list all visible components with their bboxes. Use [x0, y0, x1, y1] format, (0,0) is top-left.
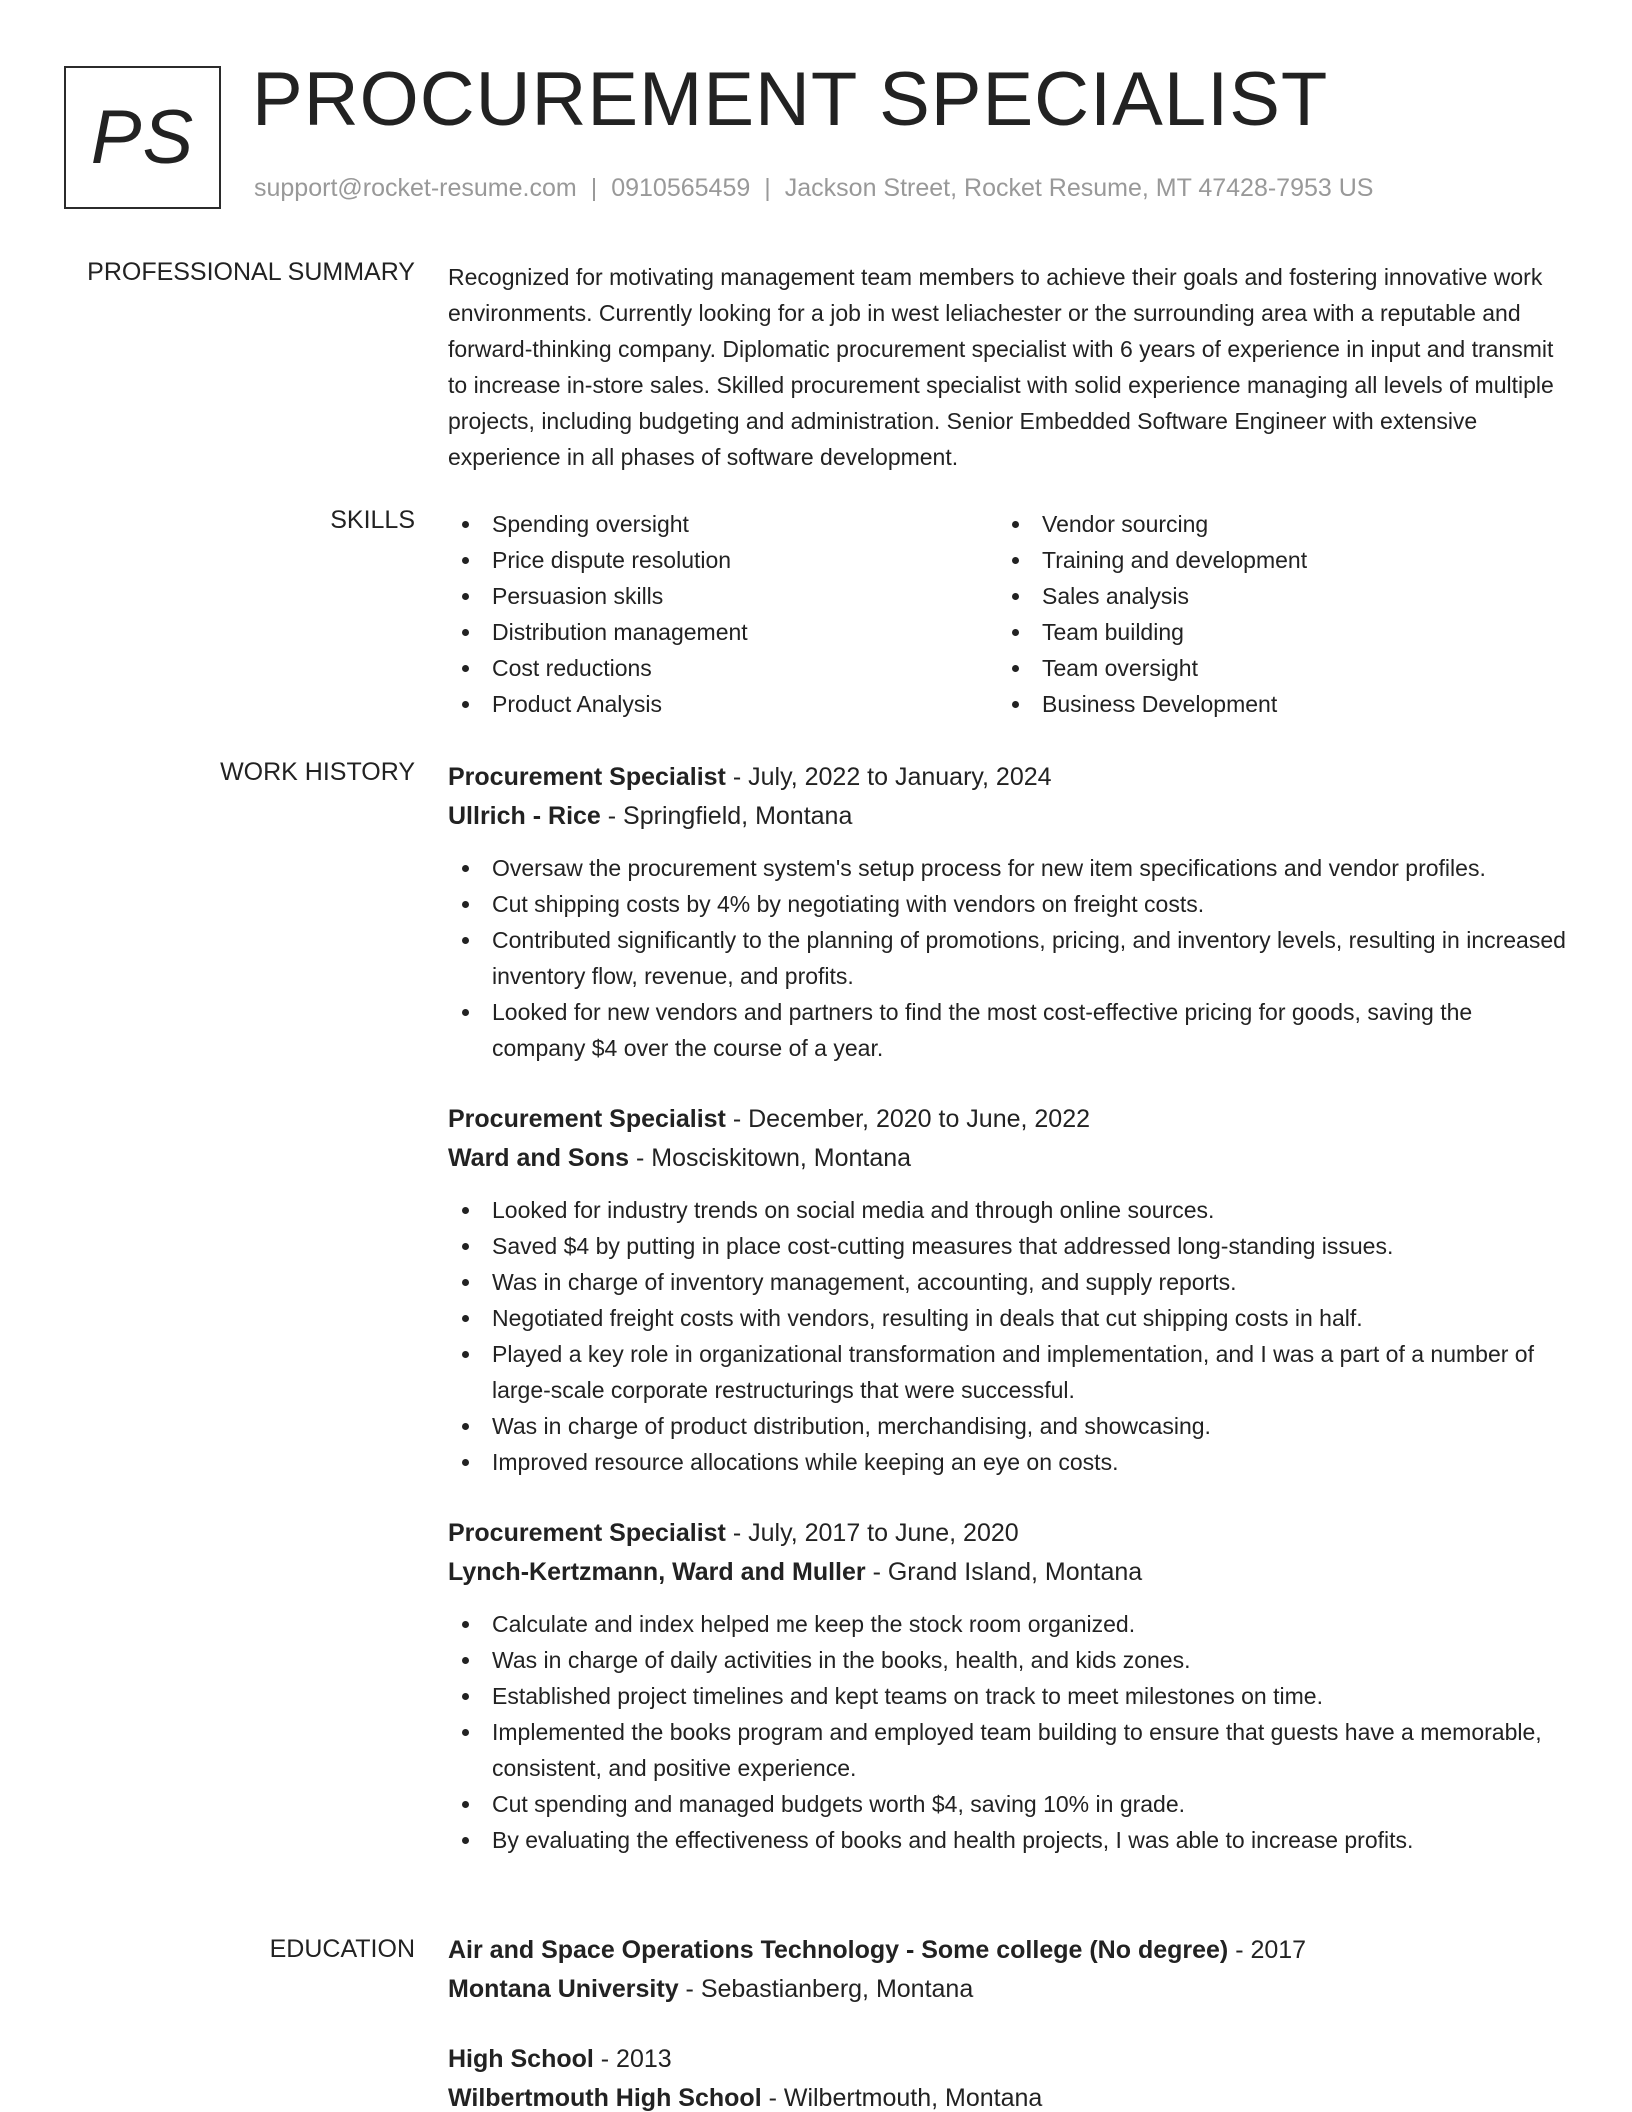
degree-year: - 2017	[1228, 1936, 1307, 1964]
contact-line	[254, 174, 1373, 203]
job-bullets	[448, 1192, 1568, 1480]
job-bullet: Implemented the books program and employed team building to ensure that guests have a memorable, consistent, and positive experience.	[448, 1714, 1568, 1786]
school-name: Wilbertmouth High School	[448, 2084, 762, 2112]
job-bullet: Looked for industry trends on social media and through online sources.	[448, 1192, 1568, 1228]
school-line	[448, 2079, 1568, 2112]
job-location: - Mosciskitown, Montana	[629, 1144, 912, 1172]
contact-separator: |	[590, 174, 598, 202]
job-dates: - July, 2022 to January, 2024	[725, 763, 1052, 791]
skill-item: Training and development	[998, 542, 1548, 578]
school-location: - Sebastianberg, Montana	[678, 1975, 974, 2003]
job-company-line	[448, 1553, 1568, 1592]
job-entry	[448, 758, 1568, 1066]
job-location: - Springfield, Montana	[600, 802, 853, 830]
job-bullet: By evaluating the effectiveness of books and health projects, I was able to increase profits.	[448, 1822, 1568, 1858]
education-entry	[448, 2040, 1568, 2112]
job-bullet: Negotiated freight costs with vendors, resulting in deals that cut shipping costs in half.	[448, 1300, 1568, 1336]
skill-item: Team building	[998, 614, 1548, 650]
page-title: PROCUREMENT SPECIALIST	[252, 57, 1329, 142]
job-entry	[448, 1514, 1568, 1858]
job-company: Lynch-Kertzmann, Ward and Muller	[448, 1558, 866, 1586]
skill-item: Distribution management	[448, 614, 998, 650]
degree-line	[448, 2040, 1568, 2079]
skill-item: Business Development	[998, 686, 1548, 722]
work-history	[448, 758, 1568, 1858]
summary-text: Recognized for motivating management team members to achieve their goals and fostering innovative work environments. Currently looking for a job in west leliachester or the surrounding area with a reputable and forward-thinking company. Diplomatic procurement specialist with 6 years of experience in input and transmit to increase in-store sales. Skilled procurement specialist with solid experience managing all levels of multiple projects, including budgeting and administration. Senior Embedded Software Engineer with extensive experience in all phases of software development.	[448, 264, 1554, 470]
skill-item: Sales analysis	[998, 578, 1548, 614]
summary-heading: PROFESSIONAL SUMMARY	[87, 258, 415, 286]
job-bullet: Calculate and index helped me keep the stock room organized.	[448, 1606, 1568, 1642]
degree-name: Air and Space Operations Technology - Some college (No degree)	[448, 1936, 1229, 1964]
skills-heading: SKILLS	[330, 506, 415, 534]
contact-address: Jackson Street, Rocket Resume, MT 47428-7953 US	[784, 174, 1374, 202]
job-bullets	[448, 850, 1568, 1066]
job-bullet: Established project timelines and kept teams on track to meet milestones on time.	[448, 1678, 1568, 1714]
skills-column-1	[448, 506, 998, 722]
job-bullets	[448, 1606, 1568, 1858]
education-entry	[448, 1931, 1568, 2009]
degree-line	[448, 1931, 1568, 1970]
education-list	[448, 1931, 1568, 2112]
contact-separator: |	[764, 174, 771, 202]
job-dates: - July, 2017 to June, 2020	[725, 1519, 1019, 1547]
skill-item: Price dispute resolution	[448, 542, 998, 578]
job-bullet: Played a key role in organizational transformation and implementation, and I was a part of a number of large-scale corporate restructurings that were successful.	[448, 1336, 1568, 1408]
job-bullet: Cut spending and managed budgets worth $4, saving 10% in grade.	[448, 1786, 1568, 1822]
job-entry	[448, 1100, 1568, 1480]
work-history-heading: WORK HISTORY	[220, 758, 415, 786]
school-line	[448, 1970, 1568, 2009]
skills-list	[448, 506, 1568, 722]
skills-column-2	[998, 506, 1548, 722]
job-title: Procurement Specialist	[448, 763, 726, 791]
skill-item: Vendor sourcing	[998, 506, 1548, 542]
degree-name: High School	[448, 2045, 594, 2073]
job-company: Ward and Sons	[448, 1144, 630, 1172]
job-title-line	[448, 1514, 1568, 1553]
job-title-line	[448, 1100, 1568, 1139]
job-bullet: Was in charge of product distribution, merchandising, and showcasing.	[448, 1408, 1568, 1444]
job-dates: - December, 2020 to June, 2022	[725, 1105, 1091, 1133]
job-title-line	[448, 758, 1568, 797]
education-heading: EDUCATION	[269, 1935, 415, 1963]
skill-item: Product Analysis	[448, 686, 998, 722]
job-company: Ullrich - Rice	[448, 802, 601, 830]
contact-phone[interactable]: 0910565459	[611, 174, 751, 202]
job-bullet: Contributed significantly to the planning of promotions, pricing, and inventory levels, resulting in increased inventory flow, revenue, and profits.	[448, 922, 1568, 994]
skill-item: Spending oversight	[448, 506, 998, 542]
job-title: Procurement Specialist	[448, 1105, 726, 1133]
skill-item: Persuasion skills	[448, 578, 998, 614]
skill-item: Cost reductions	[448, 650, 998, 686]
job-title: Procurement Specialist	[448, 1519, 726, 1547]
job-bullet: Was in charge of inventory management, accounting, and supply reports.	[448, 1264, 1568, 1300]
job-bullet: Saved $4 by putting in place cost-cutting measures that addressed long-standing issues.	[448, 1228, 1568, 1264]
monogram-logo: PS	[64, 66, 221, 209]
job-bullet: Was in charge of daily activities in the books, health, and kids zones.	[448, 1642, 1568, 1678]
school-location: - Wilbertmouth, Montana	[761, 2084, 1043, 2112]
skill-item: Team oversight	[998, 650, 1548, 686]
job-company-line	[448, 1139, 1568, 1178]
job-company-line	[448, 797, 1568, 836]
degree-year: - 2013	[593, 2045, 672, 2073]
job-location: - Grand Island, Montana	[865, 1558, 1143, 1586]
job-bullet: Looked for new vendors and partners to find the most cost-effective pricing for goods, saving the company $4 over the course of a year.	[448, 994, 1568, 1066]
school-name: Montana University	[448, 1975, 679, 2003]
contact-email[interactable]: support@rocket-resume.com	[254, 174, 577, 202]
job-bullet: Cut shipping costs by 4% by negotiating with vendors on freight costs.	[448, 886, 1568, 922]
job-bullet: Improved resource allocations while keeping an eye on costs.	[448, 1444, 1568, 1480]
job-bullet: Oversaw the procurement system's setup process for new item specifications and vendor profiles.	[448, 850, 1568, 886]
